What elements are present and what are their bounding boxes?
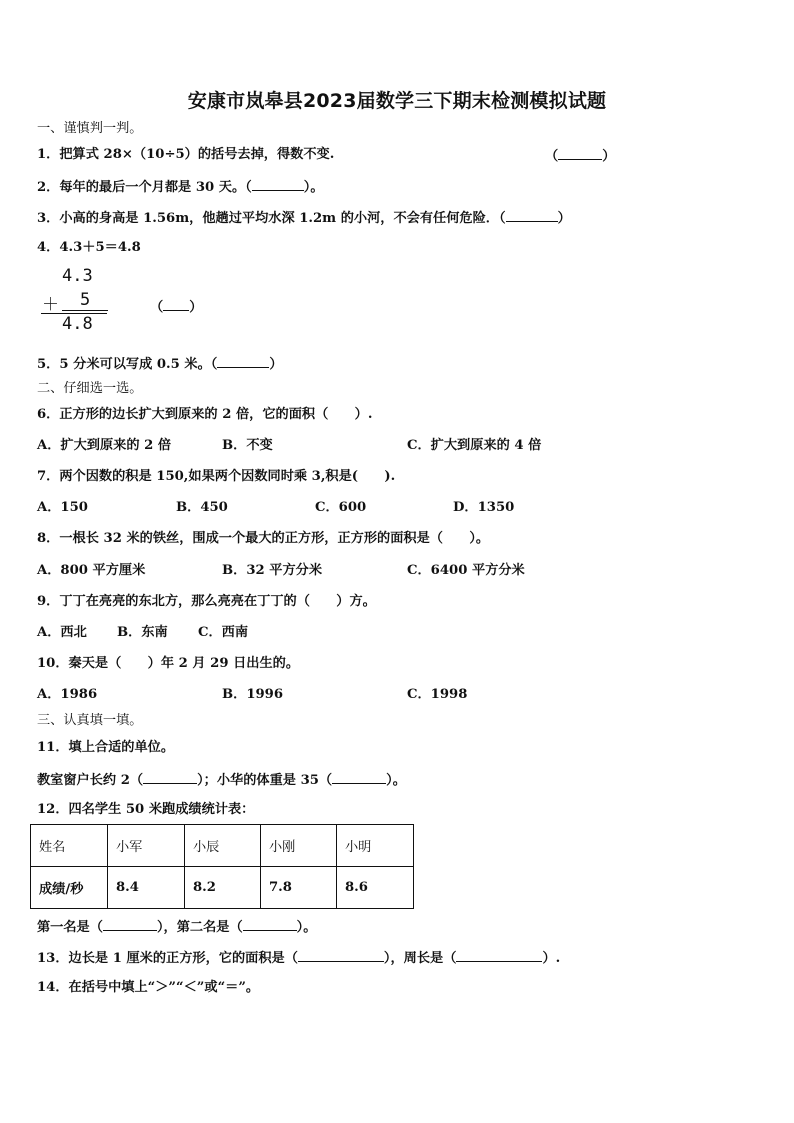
question-3-text: 3．小高的身高是 1.56m，他趟过平均水深 1.2m 的小河，不会有任何危险．（ [37,211,506,226]
question-12-blank-first-place[interactable] [103,917,157,931]
question-10-option-a[interactable]: A．1986 [37,687,98,702]
table-cell: 成绩/秒 [31,867,108,909]
question-10: 10．秦天是（ ）年 2 月 29 日出生的。 [37,656,300,671]
section-heading-2: 二、仔细选一选。 [37,381,143,396]
table-cell: 7.8 [261,867,337,909]
question-12: 12．四名学生 50 米跑成绩统计表： [37,802,255,817]
table-cell: 小军 [108,825,185,867]
question-11: 11．填上合适的单位。 [37,740,175,755]
vertical-underline-short [62,310,108,311]
vertical-operator: ＋ [42,295,59,315]
question-11-fill-line: 教室窗户长约 2（ ）；小华的体重是 35（ ）。 [37,770,406,790]
question-1-answer-blank[interactable]: （ ） [545,146,615,166]
question-2: 2．每年的最后一个月都是 30 天。（ ）。 [37,177,324,197]
question-2-text: 2．每年的最后一个月都是 30 天。（ [37,180,252,195]
question-6-option-b[interactable]: B．不变 [222,438,273,453]
question-6-option-a[interactable]: A．扩大到原来的 2 倍 [37,438,172,453]
question-14: 14．在括号中填上“＞”“＜”或“＝”。 [37,980,260,995]
score-table [30,824,414,909]
question-13-blank-area[interactable] [298,948,384,962]
question-9-option-c[interactable]: C．西南 [198,625,249,640]
page-title: 安康市岚皋县2023届数学三下期末检测模拟试题 [187,90,607,112]
question-4: 4．4.3＋5＝4.8 [37,240,141,255]
question-5-answer-blank[interactable] [217,354,269,368]
question-9: 9．丁丁在亮亮的东北方，那么亮亮在丁丁的（ ）方。 [37,594,376,609]
question-12-blank-second-place[interactable] [243,917,297,931]
question-5-text: 5．5 分米可以写成 0.5 米。（ [37,357,218,372]
question-13-text: 13．边长是 1 厘米的正方形，它的面积是（ [37,951,298,966]
vertical-middle-number: 5 [80,290,91,310]
question-2-answer-blank[interactable] [252,177,304,191]
question-7-option-c[interactable]: C．600 [315,500,367,515]
table-cell: 小辰 [185,825,261,867]
question-5: 5．5 分米可以写成 0.5 米。（ ） [37,354,283,374]
question-4-answer-blank[interactable]: （ ） [150,297,202,317]
vertical-result-number: 4.8 [62,314,93,334]
question-1-text: 1．把算式 28×（10÷5）的括号去掉，得数不变. [37,147,335,162]
question-3-answer-blank[interactable] [506,208,558,222]
table-row [31,867,414,909]
question-11-blank-weight-unit[interactable] [332,770,386,784]
question-7: 7．两个因数的积是 150,如果两个因数同时乘 3,积是( ). [37,469,396,484]
question-3: 3．小高的身高是 1.56m，他趟过平均水深 1.2m 的小河，不会有任何危险．（ ） [37,208,571,228]
question-1 [37,146,334,164]
question-10-option-c[interactable]: C．1998 [407,687,468,702]
question-7-option-a[interactable]: A．150 [37,500,88,515]
vertical-top-number: 4.3 [62,266,93,286]
question-8-option-b[interactable]: B．32 平方分米 [222,563,323,578]
question-9-option-a[interactable]: A．西北 [37,625,87,640]
question-6: 6．正方形的边长扩大到原来的 2 倍，它的面积（ ）. [37,407,373,422]
table-cell: 小明 [337,825,414,867]
question-8: 8．一根长 32 米的铁丝，围成一个最大的正方形，正方形的面积是（ ）。 [37,531,490,546]
question-11-blank-window-unit[interactable] [143,770,197,784]
question-10-option-b[interactable]: B．1996 [222,687,284,702]
question-13-blank-perimeter[interactable] [456,948,542,962]
table-cell: 8.6 [337,867,414,909]
section-heading-3: 三、认真填一填。 [37,713,143,728]
question-13: 13．边长是 1 厘米的正方形，它的面积是（ ），周长是（ ）. [37,948,560,968]
question-8-option-c[interactable]: C．6400 平方分米 [407,563,525,578]
question-9-option-b[interactable]: B．东南 [117,625,168,640]
table-cell: 8.4 [108,867,185,909]
table-cell: 8.2 [185,867,261,909]
table-cell: 姓名 [31,825,108,867]
question-6-option-c[interactable]: C．扩大到原来的 4 倍 [407,438,542,453]
question-7-option-b[interactable]: B．450 [176,500,228,515]
table-cell: 小刚 [261,825,337,867]
question-8-option-a[interactable]: A．800 平方厘米 [37,563,146,578]
question-7-option-d[interactable]: D．1350 [453,500,515,515]
section-heading-1: 一、谨慎判一判。 [37,121,143,136]
question-12-fill-line: 第一名是（ ），第二名是（ ）。 [37,917,316,937]
table-header-row [31,825,414,867]
